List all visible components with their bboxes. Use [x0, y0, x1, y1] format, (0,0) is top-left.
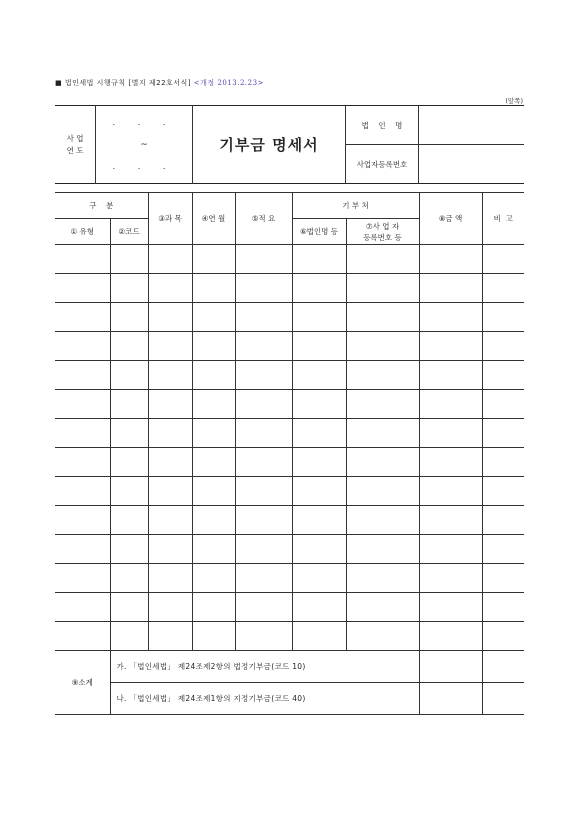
- year-month-cell[interactable]: [192, 622, 235, 651]
- biz-reg-cell[interactable]: [346, 419, 419, 448]
- subject-cell[interactable]: [148, 477, 192, 506]
- page-title: 기부금 명세서: [193, 106, 346, 184]
- table-row: [55, 361, 524, 390]
- subject-cell[interactable]: [148, 622, 192, 651]
- code-cell[interactable]: [110, 419, 148, 448]
- remarks-cell[interactable]: [482, 535, 524, 564]
- subject-cell[interactable]: [148, 448, 192, 477]
- form-amendment: <개정 2013.2.23>: [193, 79, 264, 87]
- summary-cell[interactable]: [235, 448, 292, 477]
- code-header: ②코드: [110, 219, 148, 245]
- subject-cell[interactable]: [148, 361, 192, 390]
- biz-reg-cell[interactable]: [346, 535, 419, 564]
- summary-cell[interactable]: [235, 245, 292, 274]
- corp-name-cell[interactable]: [292, 477, 346, 506]
- summary-cell[interactable]: [235, 593, 292, 622]
- form-reference-text: ■ 법인세법 시행규칙 [별지 제22호서식]: [55, 79, 192, 87]
- code-cell[interactable]: [110, 390, 148, 419]
- corp-name-field[interactable]: [419, 106, 525, 145]
- summary-cell[interactable]: [235, 303, 292, 332]
- table-row: [55, 506, 524, 535]
- corp-name-cell[interactable]: [292, 419, 346, 448]
- biz-reg-cell[interactable]: [346, 477, 419, 506]
- year-month-cell[interactable]: [192, 564, 235, 593]
- remarks-header: 비 고: [482, 193, 524, 245]
- table-row: [55, 535, 524, 564]
- year-month-cell[interactable]: [192, 332, 235, 361]
- subject-cell[interactable]: [148, 303, 192, 332]
- biz-reg-cell[interactable]: [346, 448, 419, 477]
- donee-header: 기 부 처: [292, 193, 419, 219]
- remarks-cell[interactable]: [482, 303, 524, 332]
- year-month-cell[interactable]: [192, 535, 235, 564]
- table-row: [55, 419, 524, 448]
- type-cell[interactable]: [55, 245, 110, 274]
- biz-reg-cell[interactable]: [346, 506, 419, 535]
- code-cell[interactable]: [110, 564, 148, 593]
- corp-name-cell[interactable]: [292, 448, 346, 477]
- amount-cell[interactable]: [419, 564, 482, 593]
- type-cell[interactable]: [55, 622, 110, 651]
- year-month-cell[interactable]: [192, 477, 235, 506]
- type-cell[interactable]: [55, 593, 110, 622]
- corp-name-cell[interactable]: [292, 332, 346, 361]
- subject-cell[interactable]: [148, 390, 192, 419]
- biz-reg-label: 사업자등록번호: [346, 145, 419, 184]
- amount-cell[interactable]: [419, 448, 482, 477]
- amount-header: ⑧금 액: [419, 193, 482, 245]
- page-side-label: (앞쪽): [505, 97, 523, 105]
- corp-name-cell[interactable]: [292, 535, 346, 564]
- corp-name-cell[interactable]: [292, 274, 346, 303]
- subtotal-row-b-remarks[interactable]: [482, 683, 524, 715]
- biz-reg-field[interactable]: [419, 145, 525, 184]
- code-cell[interactable]: [110, 535, 148, 564]
- amount-cell[interactable]: [419, 477, 482, 506]
- table-row: [55, 245, 524, 274]
- amount-cell[interactable]: [419, 535, 482, 564]
- corp-name-label: 법 인 명: [346, 106, 419, 145]
- corp-name-cell[interactable]: [292, 390, 346, 419]
- year-month-header: ④연 월: [192, 193, 235, 245]
- table-row: [55, 593, 524, 622]
- amount-cell[interactable]: [419, 332, 482, 361]
- type-cell[interactable]: [55, 506, 110, 535]
- biz-reg-header: ⑦사 업 자 등록번호 등: [346, 219, 419, 245]
- remarks-cell[interactable]: [482, 390, 524, 419]
- code-cell[interactable]: [110, 245, 148, 274]
- corp-name-cell[interactable]: [292, 245, 346, 274]
- remarks-cell[interactable]: [482, 274, 524, 303]
- summary-cell[interactable]: [235, 390, 292, 419]
- form-reference: [55, 78, 264, 88]
- biz-reg-cell[interactable]: [346, 361, 419, 390]
- remarks-cell[interactable]: [482, 245, 524, 274]
- corp-name-cell[interactable]: [292, 622, 346, 651]
- type-cell[interactable]: [55, 477, 110, 506]
- table-row: [55, 477, 524, 506]
- corp-name-cell[interactable]: [292, 564, 346, 593]
- year-month-cell[interactable]: [192, 274, 235, 303]
- table-row: [55, 390, 524, 419]
- type-cell[interactable]: [55, 564, 110, 593]
- remarks-cell[interactable]: [482, 419, 524, 448]
- year-month-cell[interactable]: [192, 245, 235, 274]
- subtotal-label: ⑨소계: [55, 651, 110, 715]
- corp-name-cell[interactable]: [292, 303, 346, 332]
- period-tilde: ~: [140, 139, 148, 150]
- subject-cell[interactable]: [148, 274, 192, 303]
- amount-cell[interactable]: [419, 506, 482, 535]
- summary-cell[interactable]: [235, 506, 292, 535]
- corp-name-cell[interactable]: [292, 593, 346, 622]
- type-cell[interactable]: [55, 535, 110, 564]
- year-month-cell[interactable]: [192, 390, 235, 419]
- year-month-cell[interactable]: [192, 506, 235, 535]
- amount-cell[interactable]: [419, 419, 482, 448]
- code-cell[interactable]: [110, 622, 148, 651]
- biz-reg-cell[interactable]: [346, 245, 419, 274]
- business-year-label: 사 업 연 도: [55, 106, 96, 184]
- code-cell[interactable]: [110, 303, 148, 332]
- year-month-cell[interactable]: [192, 448, 235, 477]
- year-month-cell[interactable]: [192, 593, 235, 622]
- amount-cell[interactable]: [419, 390, 482, 419]
- summary-cell[interactable]: [235, 419, 292, 448]
- amount-cell[interactable]: [419, 593, 482, 622]
- summary-cell[interactable]: [235, 332, 292, 361]
- type-cell[interactable]: [55, 274, 110, 303]
- type-header: ① 유형: [55, 219, 110, 245]
- table-row: [55, 303, 524, 332]
- biz-reg-cell[interactable]: [346, 593, 419, 622]
- year-month-cell[interactable]: [192, 361, 235, 390]
- summary-cell[interactable]: [235, 361, 292, 390]
- corp-name-header: ⑥법인명 등: [292, 219, 346, 245]
- remarks-cell[interactable]: [482, 506, 524, 535]
- amount-cell[interactable]: [419, 245, 482, 274]
- biz-reg-cell[interactable]: [346, 332, 419, 361]
- subtotal-row-a-remarks[interactable]: [482, 651, 524, 683]
- remarks-cell[interactable]: [482, 332, 524, 361]
- code-cell[interactable]: [110, 332, 148, 361]
- biz-reg-cell[interactable]: [346, 274, 419, 303]
- table-row: [55, 622, 524, 651]
- remarks-cell[interactable]: [482, 593, 524, 622]
- subject-cell[interactable]: [148, 535, 192, 564]
- subtotal-row-a-amount[interactable]: [419, 651, 482, 683]
- subject-cell[interactable]: [148, 419, 192, 448]
- subject-cell[interactable]: [148, 245, 192, 274]
- type-cell[interactable]: [55, 419, 110, 448]
- summary-header: ⑤적 요: [235, 193, 292, 245]
- summary-cell[interactable]: [235, 564, 292, 593]
- amount-cell[interactable]: [419, 361, 482, 390]
- remarks-cell[interactable]: [482, 448, 524, 477]
- period-end-dots: . . .: [112, 161, 176, 171]
- remarks-cell[interactable]: [482, 622, 524, 651]
- remarks-cell[interactable]: [482, 361, 524, 390]
- subtotal-row-b-label: 나. 「법인세법」 제24조제1항의 지정기부금(코드 40): [110, 683, 419, 715]
- table-row: [55, 274, 524, 303]
- period-start-dots: . . .: [112, 117, 176, 127]
- year-month-cell[interactable]: [192, 419, 235, 448]
- corp-name-cell[interactable]: [292, 361, 346, 390]
- table-row: [55, 564, 524, 593]
- amount-cell[interactable]: [419, 622, 482, 651]
- subject-cell[interactable]: [148, 506, 192, 535]
- type-cell[interactable]: [55, 448, 110, 477]
- type-cell[interactable]: [55, 332, 110, 361]
- code-cell[interactable]: [110, 361, 148, 390]
- summary-cell[interactable]: [235, 477, 292, 506]
- subject-cell[interactable]: [148, 332, 192, 361]
- subtotal-row-b-amount[interactable]: [419, 683, 482, 715]
- code-cell[interactable]: [110, 477, 148, 506]
- summary-cell[interactable]: [235, 535, 292, 564]
- remarks-cell[interactable]: [482, 564, 524, 593]
- biz-reg-cell[interactable]: [346, 390, 419, 419]
- code-cell[interactable]: [110, 593, 148, 622]
- type-cell[interactable]: [55, 303, 110, 332]
- table-row: [55, 448, 524, 477]
- subject-cell[interactable]: [148, 564, 192, 593]
- biz-reg-cell[interactable]: [346, 622, 419, 651]
- code-cell[interactable]: [110, 448, 148, 477]
- division-header: 구 분: [55, 193, 148, 219]
- remarks-cell[interactable]: [482, 477, 524, 506]
- code-cell[interactable]: [110, 506, 148, 535]
- donation-table: [55, 192, 524, 715]
- subtotal-row-a-label: 가. 「법인세법」 제24조제2항의 법정기부금(코드 10): [110, 651, 419, 683]
- type-cell[interactable]: [55, 390, 110, 419]
- year-month-cell[interactable]: [192, 303, 235, 332]
- amount-cell[interactable]: [419, 303, 482, 332]
- code-cell[interactable]: [110, 274, 148, 303]
- subject-cell[interactable]: [148, 593, 192, 622]
- biz-reg-cell[interactable]: [346, 564, 419, 593]
- subject-header: ③과 목: [148, 193, 192, 245]
- summary-cell[interactable]: [235, 622, 292, 651]
- business-year-period[interactable]: [96, 106, 193, 184]
- biz-reg-cell[interactable]: [346, 303, 419, 332]
- amount-cell[interactable]: [419, 274, 482, 303]
- corp-name-cell[interactable]: [292, 506, 346, 535]
- header-table: [55, 105, 524, 184]
- type-cell[interactable]: [55, 361, 110, 390]
- table-row: [55, 332, 524, 361]
- summary-cell[interactable]: [235, 274, 292, 303]
